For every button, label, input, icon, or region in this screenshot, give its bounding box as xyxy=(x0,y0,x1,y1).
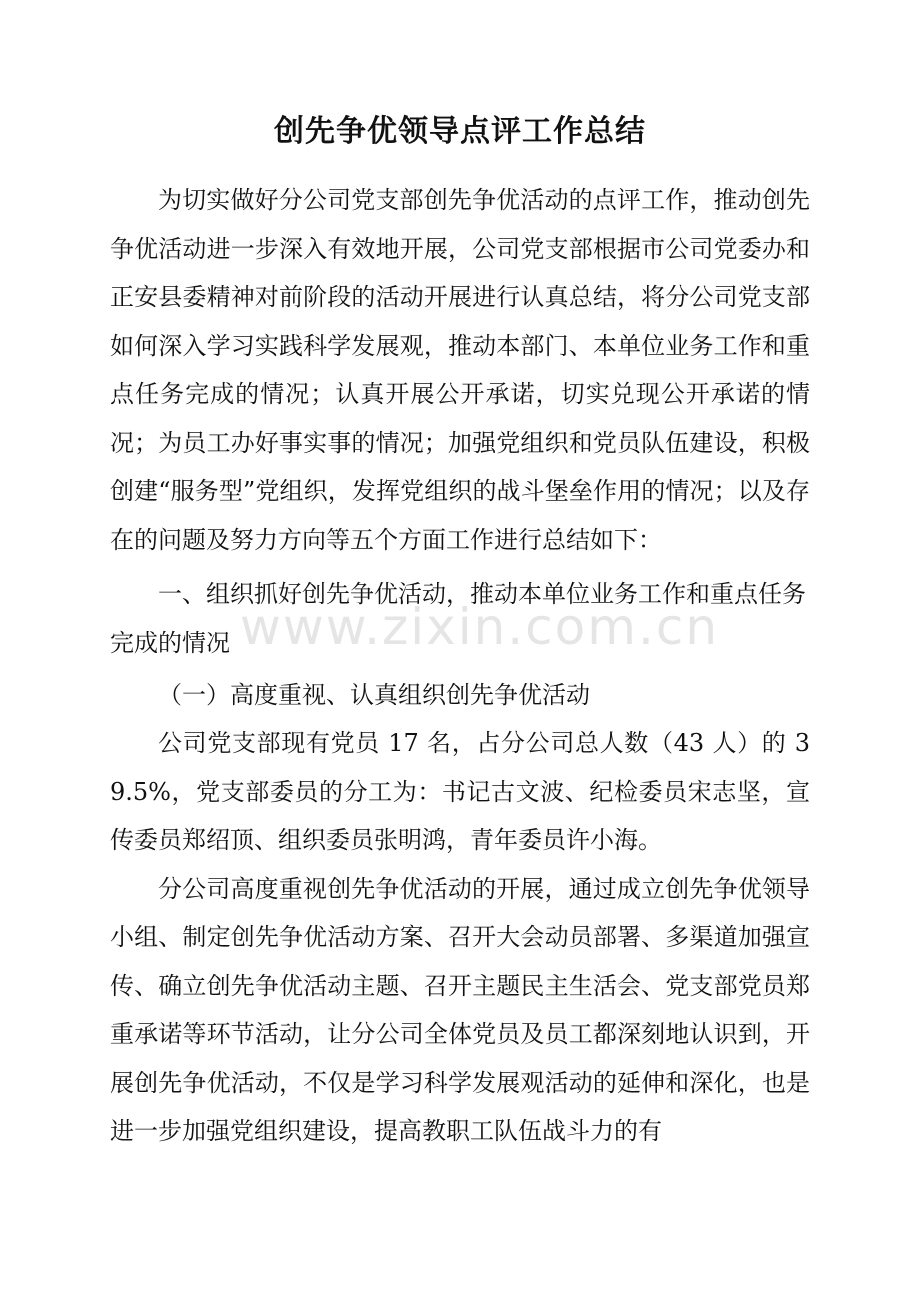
intro-paragraph: 为切实做好分公司党支部创先争优活动的点评工作，推动创先争优活动进一步深入有效地开展，公司党支部根据市公司党委办和正安县委精神对前阶段的活动开展进行认真总结，将分公司党支部如何深入学习实践科学发展观，推动本部门、本单位业务工作和重点任务完成的情况；认真开展公开承诺，切实兑现公开承诺的情况；为员工办好事实事的情况；加强党组织和党员队伍建设，积极创建“服务型”党组织，发挥党组织的战斗堡垒作用的情况；以及存在的问题及努力方向等五个方面工作进行总结如下： xyxy=(110,186,810,554)
activity-paragraph: 分公司高度重视创先争优活动的开展，通过成立创先争优领导小组、制定创先争优活动方案、召开大会动员部署、多渠道加强宣传、确立创先争优活动主题、召开主题民主生活会、党支部党员郑重承诺等环节活动，让分公司全体党员及员工都深刻地认识到，开展创先争优活动，不仅是学习科学发展观活动的延伸和深化，也是进一步加强党组织建设，提高教职工队伍战斗力的有 xyxy=(110,874,810,1145)
document-page xyxy=(110,100,810,1162)
section-heading-1: 一、组织抓好创先争优活动，推动本单位业务工作和重点任务完成的情况 xyxy=(110,580,806,657)
subsection-heading-1: （一）高度重视、认真组织创先争优活动 xyxy=(158,681,590,709)
members-paragraph: 公司党支部现有党员 17 名，占分公司总人数（43 人）的 39.5%，党支部委员的分工为：书记古文波、纪检委员宋志坚，宣传委员郑绍顶、组织委员张明鸿，青年委员许小海。 xyxy=(110,729,810,854)
watermark-text: www.zixin.com.cn xyxy=(240,598,720,656)
document-title: 创先争优领导点评工作总结 xyxy=(274,114,646,149)
